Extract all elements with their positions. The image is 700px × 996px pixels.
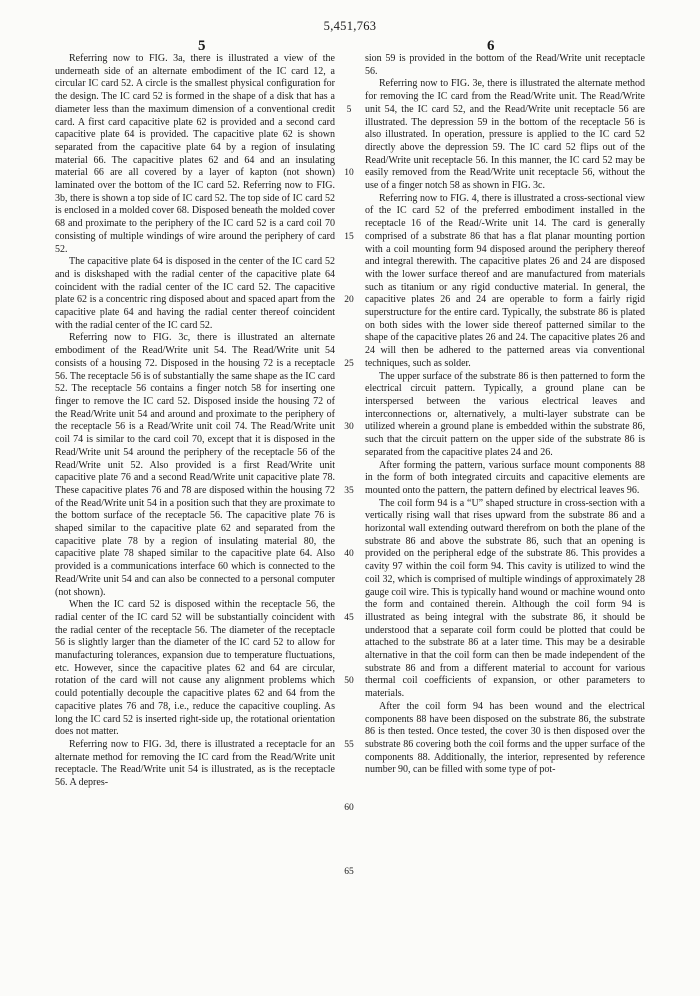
- paragraph-continuation: sion 59 is provided in the bottom of the Read/Write unit receptacle 56.: [365, 53, 645, 77]
- column-number-right: 6: [487, 38, 495, 54]
- line-number: 10: [344, 168, 354, 179]
- line-number: 15: [344, 231, 354, 242]
- paragraph: The upper surface of the substrate 86 is then patterned to form the electrical circuit pattern. Typically, a ground plane can be interspersed between the various electrical leaves and interconnections or, alternatively, a multi-layer substrate can be utilized wherein a ground plane is embedded within the substrate 86, such that the circuit pattern on the upper side of the substrate 86 is separated from the capacitive plates 24 and 26.: [365, 370, 645, 458]
- paragraph: Referring now to FIG. 3a, there is illustrated a view of the underneath side of an alternate embodiment of the IC card 12, a circular IC card 52. A circle is the smallest physical configuration for the design. The IC card 52 is formed in the shape of a disk that has a diameter less than the maximum dimension of a conventional credit card. A first card capacitive plate 62 is provided and a second card capacitive plate 64 is provided. The capacitive plate 62 is shown separated from the capacitive plate 64 by a region of insulating material 66. The capacitive plates 62 and 64 and an insulating material 66 are all covered by a layer of kapton (not shown) laminated over the bottom of the IC card 52. Referring now to FIG. 3b, there is shown a top side of IC card 52. The top side of IC card 52 is enclosed in a molded cover 68. Disposed beneath the molded cover 68 and proximate to the periphery of the IC card 52 is a card coil 70 consisting of multiple windings of wire around the periphery of card 52.: [55, 53, 335, 255]
- left-column: [55, 53, 335, 790]
- patent-number: 5,451,763: [323, 19, 377, 33]
- line-number: 50: [344, 676, 354, 687]
- paragraph: The capacitive plate 64 is disposed in the center of the IC card 52 and is diskshaped with the radial center of the capacitive plate 64 coincident with the radial center of the IC card 52. The capacitive plate 62 is a concentric ring disposed about and spaced apart from the capacitive plate 64 and having the radial center thereof coincident with the radial center of the IC card 52.: [55, 256, 335, 331]
- paragraph: After forming the pattern, various surface mount components 88 in the form of both integrated circuits and capacitive elements are mounted onto the pattern, the pattern defined by electrical leaves 96.: [365, 459, 645, 496]
- line-number: 35: [344, 485, 354, 496]
- line-number: 30: [344, 422, 354, 433]
- line-number: 5: [346, 104, 352, 115]
- line-number: 65: [344, 866, 354, 877]
- paragraph: Referring now to FIG. 4, there is illustrated a cross-sectional view of the IC card 52 of the preferred embodiment installed in the receptacle 16 of the Read/-Write unit 14. The card is generally comprised of a substrate 86 that has a flat planar mounting portion with a coil mounting form 94 disposed around the periphery thereof and integral therewith. The capacitive plates 26 and 24 are disposed with the lower surface thereof and are manufactured from materials such as titanium or any rigid conductive material. In general, the capacitive plates 26 and 24 are operable to form a fairly rigid superstructure for the entire card. Typically, the substrate 86 is plated on both sides with the lower side thereof patterned similar to the shape of the capacitive plates 26 and 24. The capacitive plates 26 and 24 will then be adhered to the patterned areas via conventional techniques, such as solder.: [365, 192, 645, 369]
- paragraph: After the coil form 94 has been wound and the electrical components 88 have been disposed on the substrate 86, the substrate 86 is then tested. Once tested, the cover 30 is then disposed over the substrate 86 covering both the coil forms and the upper surface of the components 88. Additionally, the interior, represented by reference number 90, can be filled with some type of pot-: [365, 700, 645, 776]
- line-number: 40: [344, 549, 354, 560]
- line-number: 25: [344, 358, 354, 369]
- paragraph: Referring now to FIG. 3c, there is illustrated an alternate embodiment of the Read/Write unit 54. The Read/Write unit 54 consists of a housing 72. Disposed in the housing 72 is a receptacle 56. The receptacle 56 is of substantially the same shape as the IC card 52. The receptacle 56 contains a finger notch 58 for inserting one finger to remove the IC card 52. Disposed inside the housing 72 of the Read/Write unit 54 and around and proximate to the periphery of the receptacle 56 is a Read/Write unit coil 74. The Read/Write unit coil 74 is similar to the card coil 70, except that it is disposed in the Read/Write unit 54 around the periphery of the receptacle 56 of the Read/Write unit 52. Also provided is a first Read/Write unit capacitive plate 76 and a second Read/Write unit capacitive plate 78. These capacitive plates 76 and 78 are disposed within the housing 72 of the Read/Write unit 54 in a position such that they are proximate to the bottom surface of the receptacle 56. The capacitive plate 76 is shaped similar to the capacitive plate 62 and separated from the capacitive plate 78 by a region of insulating material 80, the capacitive plate 78 shaped similar to the capacitive plate 64. Also provided is a communications interface 60 which is connected to the Read/Write unit 54 and can also be connected to a personal computer (not shown).: [55, 332, 335, 598]
- paragraph: When the IC card 52 is disposed within the receptacle 56, the radial center of the IC card 52 will be substantially coincident with the radial center of the receptacle 56. The diameter of the receptacle 56 is slightly larger than the diameter of the IC card 52 to allow for manufacturing tolerances, expansion due to temperature fluctuations, etc. However, since the capacitive plates 62 and 64 are circular, rotation of the card will not cause any alignment problems which could potentially decouple the capacitive plates 62 and 64 from the capacitive plates 76 and 78, i.e., reduce the capacitive coupling. As long the IC card 52 is inserted right-side up, the rotational orientation does not matter.: [55, 599, 335, 738]
- paragraph: Referring now to FIG. 3e, there is illustrated the alternate method for removing the IC card from the Read/Write unit. The Read/Write unit 54, the IC card 52, and the Read/Write unit receptacle 56 are illustrated. The depression 59 in the bottom of the receptacle 56 is also illustrated. In operation, pressure is applied to the IC card 52 directly above the depression 59. The IC card 52 flips out of the Read/Write unit receptacle 56. In this manner, the IC card 52 may be easily removed from the Read/Write unit receptacle 56, without the use of a finger notch 58 as shown in FIG. 3c.: [365, 78, 645, 192]
- line-number: 20: [344, 295, 354, 306]
- line-number: 60: [344, 803, 354, 814]
- paragraph: Referring now to FIG. 3d, there is illustrated a receptacle for an alternate method for removing the IC card from the Read/Write unit receptacle. The Read/Write unit 54 is illustrated, as is the receptacle 56. A depres-: [55, 738, 335, 789]
- line-number: 45: [344, 612, 354, 623]
- paragraph: The coil form 94 is a “U” shaped structure in cross-section with a vertically rising wall that rises upward from the substrate 86 and a horizontal wall extending outward therefrom on both the plane of the substrate 86 and above the substrate 86, such that an opening is provided on the peripheral edge of the substrate 86. This provides a cavity 97 within the coil form 94. This cavity is utilized to wind the coil 32, which is comprised of multiple windings of approximately 28 gauge coil wire. This is typically hand wound or machine wound onto the form and contained therein. Although the coil form 94 is illustrated as being integral with the substrate 86, it should be understood that a separate coil form could be plotted that could be attached to the substrate 86 at a later time. This may be a desirable alternative in that the coil form can then be made independent of the substrate 86 and from a different material to account for various thermal coil coefficients of expansion, or other parameters to materials.: [365, 497, 645, 700]
- column-number-left: 5: [198, 38, 206, 54]
- line-number: 55: [344, 739, 354, 750]
- right-column: [365, 53, 645, 777]
